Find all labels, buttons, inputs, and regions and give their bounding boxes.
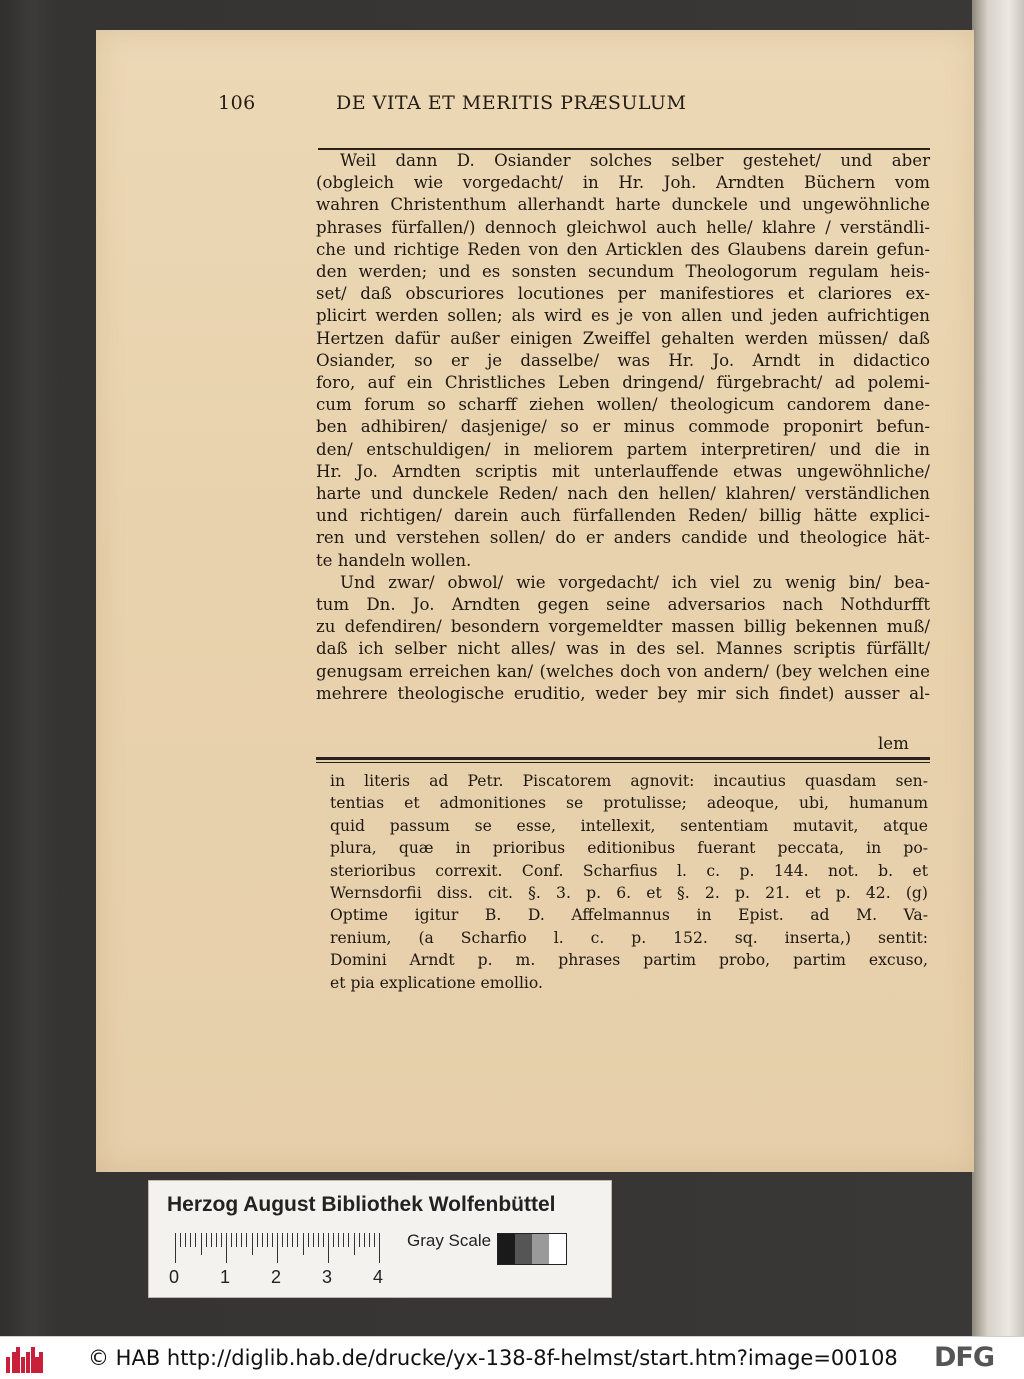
body-line: ren und verstehen sollen/ do er anders candide und theologice hät- [316,528,930,548]
footnote-rule [316,757,930,760]
footer-bar [0,1336,1024,1379]
ruler-tick [206,1233,207,1247]
ruler-tick [308,1233,309,1247]
body-line: ben adhibiren/ dasjenige/ so er minus commode proponirt befun- [316,417,930,437]
ruler-tick [175,1233,176,1263]
ruler-tick [236,1233,237,1247]
ruler-number: 0 [169,1267,180,1287]
ruler-tick [287,1233,288,1247]
page-number: 106 [218,92,256,114]
gray-swatch [532,1234,549,1264]
body-line: te handeln wollen. [316,550,472,570]
ruler-tick [211,1233,212,1247]
footnote-line: tentias et admonitiones se protulisse; adeoque, ubi, humanum [330,794,928,813]
ruler-tick [318,1233,319,1247]
body-line: den/ entschuldigen/ in meliorem partem interpretiren/ und die in [316,439,930,459]
ruler-scale [175,1233,395,1263]
footnote-line: Wernsdorfii diss. cit. §. 3. p. 6. et §. 2. p. 21. et p. 42. (g) [330,884,928,903]
facing-page-edge [972,0,1024,1336]
footnote-rule-thin [316,762,930,763]
ruler-tick [252,1233,253,1255]
body-line: mehrere theologische eruditio, weder bey mir sich findet) ausser al- [316,683,930,703]
body-text [316,150,930,705]
body-line: (obgleich wie vorgedacht/ in Hr. Joh. Arndten Büchern vom [316,173,930,193]
ruler-tick [359,1233,360,1247]
ruler-tick [246,1233,247,1247]
hab-barcode-logo-icon [6,1345,42,1373]
ruler-tick [190,1233,191,1247]
body-line: set/ daß obscuriores locutiones per manifestiores et clariores ex- [316,284,930,304]
ruler-tick [231,1233,232,1247]
ruler-tick [303,1233,304,1255]
body-line: wahren Christenthum allerhandt harte dunckele und ungewöhnliche [316,195,930,215]
ruler-tick [201,1233,202,1255]
ruler-tick [221,1233,222,1247]
ruler-number: 2 [271,1267,282,1287]
body-line: und richtigen/ darein auch fürfallenden Reden/ billig hätte explici- [316,506,930,526]
logo-bar [39,1352,43,1373]
ruler-tick [364,1233,365,1247]
body-line: daß ich selber nicht alles/ was in des sel. Mannes scriptis fürfällt/ [316,639,930,659]
ruler-tick [262,1233,263,1247]
ruler-tick [354,1233,355,1255]
ruler-tick [297,1233,298,1247]
logo-bar [26,1352,30,1373]
body-line: zu defendiren/ besondern vorgemeldter massen billig bekennen muß/ [316,617,930,637]
body-line: harte und dunckele Reden/ nach den hellen/ klahren/ verständlichen [316,484,930,504]
gray-scale-swatches [497,1233,567,1265]
footnote-line: in literis ad Petr. Piscatorem agnovit: incautius quasdam sen- [330,772,928,790]
footnote-line: quid passum se esse, intellexit, sententiam mutavit, atque [330,816,928,835]
gray-swatch [549,1234,566,1264]
dfg-logo: DFG [934,1342,995,1373]
ruler-tick [348,1233,349,1247]
library-name: Herzog August Bibliothek Wolfenbüttel [167,1193,556,1216]
ruler-tick [333,1233,334,1247]
footnote-line: et pia explicatione emollio. [330,973,543,992]
ruler-tick [343,1233,344,1247]
logo-bar [16,1347,20,1373]
ruler-tick [282,1233,283,1247]
ruler-tick [338,1233,339,1247]
ruler-number: 4 [373,1267,384,1287]
ruler-tick [185,1233,186,1247]
gray-scale-label: Gray Scale [407,1231,492,1250]
gray-swatch [515,1234,532,1264]
ruler-tick [374,1233,375,1247]
body-line: Und zwar/ obwol/ wie vorgedacht/ ich viel zu wenig bin/ bea- [340,572,930,592]
gray-swatch [498,1234,515,1264]
body-line: che und richtige Reden von den Articklen des Glaubens darein gefun- [316,239,930,259]
logo-bar [6,1357,10,1373]
footnote-line: Domini Arndt p. m. phrases partim probo, partim excuso, [330,951,928,970]
ruler-tick [323,1233,324,1247]
ruler-tick [369,1233,370,1247]
footnote-line: sterioribus correxit. Conf. Scharfius l. c. p. 144. not. b. et [330,861,928,880]
body-line: Weil dann D. Osiander solches selber gestehet/ und aber [340,151,930,170]
catchword: lem [878,734,909,753]
ruler-tick [241,1233,242,1247]
body-line: tum Dn. Jo. Arndten gegen seine adversarios nach Nothdurfft [316,595,930,615]
ruler-number: 1 [220,1267,231,1287]
body-line: cum forum so scharff ziehen wollen/ theologicum candorem dane- [316,395,930,415]
footnote-line: plura, quæ in prioribus editionibus fuerant peccata, in po- [330,839,928,858]
ruler-tick [180,1233,181,1247]
footnote [330,770,928,994]
ruler-tick [267,1233,268,1247]
body-line: plicirt werden sollen; als wird es je von allen und jeden aufrichtigen [316,306,930,326]
page-header [218,92,798,122]
ruler-tick [216,1233,217,1247]
body-line: Hr. Jo. Arndten scriptis mit unterlauffende etwas ungewöhnliche/ [316,461,930,481]
ruler-tick [272,1233,273,1247]
body-line: Hertzen dafür außer einigen Zweiffel gehalten werden müssen/ daß [316,328,930,348]
color-calibration-card [148,1180,612,1298]
body-line: den werden; und es sonsten secundum Theologorum regulam heis- [316,262,930,282]
ruler-tick [313,1233,314,1247]
body-line: Osiander, so er je dasselbe/ was Hr. Jo. Arndt in didactico [316,350,930,370]
ruler-number: 3 [322,1267,333,1287]
ruler-tick [257,1233,258,1247]
body-line: phrases fürfallen/) dennoch gleichwol auch helle/ klahre / verständli- [316,217,930,237]
ruler-tick [226,1233,227,1263]
footnote-line: renium, (a Scharfio l. c. p. 152. sq. inserta,) sentit: [330,928,928,947]
logo-bar [21,1357,25,1373]
body-line: foro, auf ein Christliches Leben dringend/ fürgebracht/ ad polemi- [316,373,930,393]
running-title: DE VITA ET MERITIS PRÆSULUM [336,92,687,114]
ruler-tick [379,1233,380,1263]
copyright-url[interactable]: © HAB http://diglib.hab.de/drucke/yx-138-8f-helmst/start.htm?image=00108 [88,1346,898,1370]
ruler-tick [292,1233,293,1247]
footnote-line: Optime igitur B. D. Affelmannus in Epist. ad M. Va- [330,906,928,925]
ruler-tick [328,1233,329,1263]
ruler-tick [277,1233,278,1263]
body-line: genugsam erreichen kan/ (welches doch von andern/ (bey welchen eine [316,661,930,681]
ruler-tick [195,1233,196,1247]
